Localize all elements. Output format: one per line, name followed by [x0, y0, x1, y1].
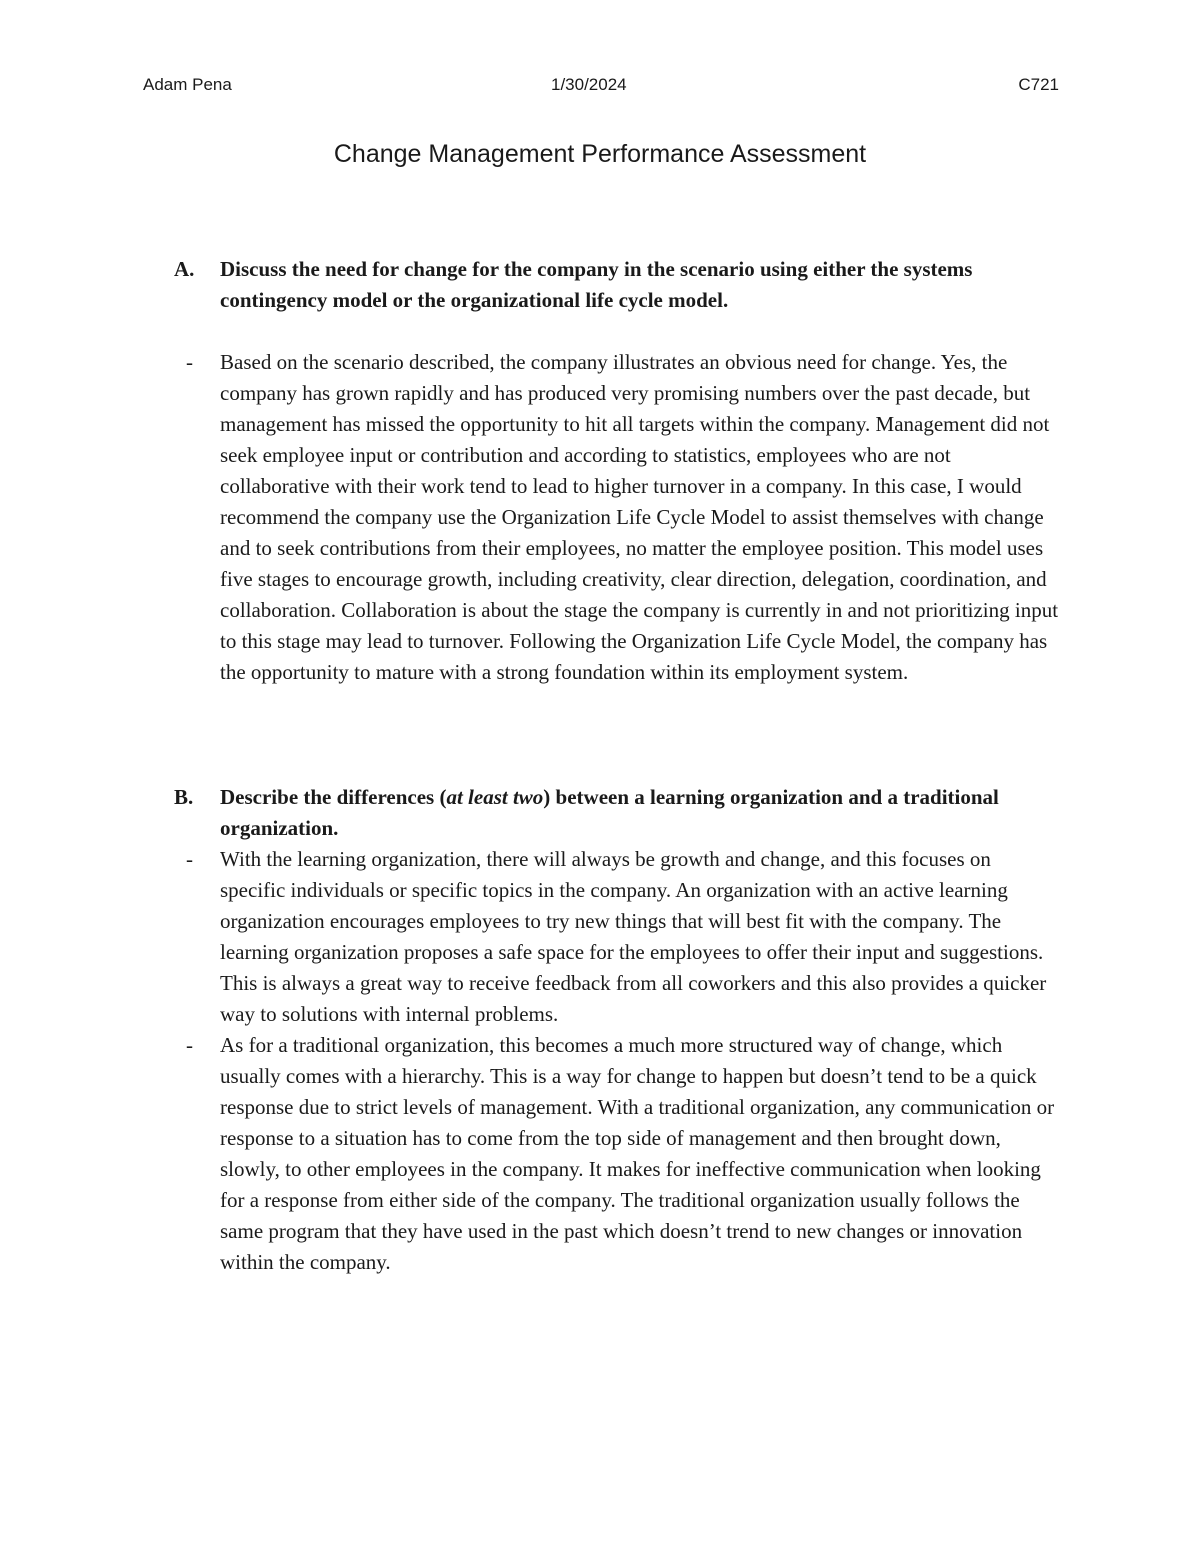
section-a-letter: A. [174, 257, 195, 281]
section-b-letter: B. [174, 785, 194, 809]
bullet-text: As for a traditional organization, this becomes a much more structured way of change, which usually comes with a hierarchy. This is a way for change to happen but doesn’t tend to be a quick response due to strict levels of management. With a traditional organization, any communication or response to a situation has to come from the top side of management and then brought down, slowly, to other employees in the company. It makes for ineffective communication when looking for a response from either side of the company. The traditional organization usually follows the same program that they have used in the past which doesn’t trend to new changes or innovation within the company. [220, 1033, 1055, 1274]
page-header [143, 75, 1059, 99]
bullet-dash: - [186, 350, 193, 374]
bullet-text: With the learning organization, there will always be growth and change, and this focuses on specific individuals or specific topics in the company. An organization with an active learning organization encourages employees to try new things that will best fit with the company. The learning organization proposes a safe space for the employees to offer their input and suggestions. This is always a great way to receive feedback from all coworkers and this also provides a quicker way to solutions with internal problems. [220, 847, 1047, 1026]
bullet-dash: - [186, 1033, 193, 1057]
section-b-question [220, 782, 1060, 844]
question-text-after: ) between a learning organization and a traditional organization. [220, 785, 999, 840]
document-title: Change Management Performance Assessment [333, 140, 867, 168]
section-a [174, 254, 1074, 688]
section-b-bullet-2 [186, 1030, 1060, 1278]
header-date: 1/30/2024 [551, 75, 627, 94]
bullet-text: Based on the scenario described, the company illustrates an obvious need for change. Yes, the company has grown rapidly and has produced very promising numbers over the past decade, but management has missed the opportunity to hit all targets within the company. Management did not seek employee input or contribution and according to statistics, employees who are not collaborative with their work tend to lead to higher turnover in a company. In this case, I would recommend the company use the Organization Life Cycle Model to assist themselves with change and to seek contributions from their employees, no matter the employee position. This model uses five stages to encourage growth, including creativity, clear direction, delegation, coordination, and collaboration. Collaboration is about the stage the company is currently in and not prioritizing input to this stage may lead to turnover. Following the Organization Life Cycle Model, the company has the opportunity to mature with a strong foundation within its employment system. [220, 350, 1059, 684]
header-course: C721 [1018, 75, 1059, 94]
question-text-before: Describe the differences ( [220, 785, 447, 809]
section-b [174, 782, 1074, 1278]
question-emphasis: at least two [446, 785, 544, 809]
section-a-question: Discuss the need for change for the company in the scenario using either the systems contingency model or the organizational life cycle model. [220, 257, 973, 312]
header-author: Adam Pena [143, 75, 232, 94]
bullet-dash: - [186, 847, 193, 871]
section-a-bullet-1 [186, 347, 1060, 688]
section-b-bullet-1 [186, 844, 1060, 1030]
